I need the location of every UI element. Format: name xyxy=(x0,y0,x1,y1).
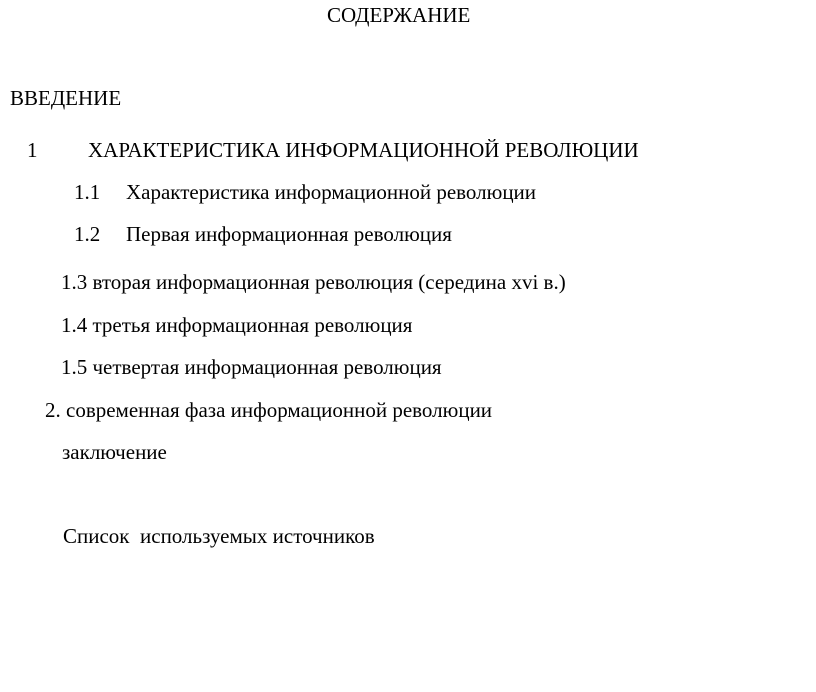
toc-section-1-1 xyxy=(74,182,536,203)
toc-references: Список используемых источников xyxy=(63,524,375,548)
toc-section-1-2 xyxy=(74,224,452,245)
toc-conclusion: заключение xyxy=(62,440,167,464)
toc-section-1-2-number: 1.2 xyxy=(74,222,101,246)
toc-section-1-4: 1.4 третья информационная революция xyxy=(61,313,413,337)
toc-section-1-5: 1.5 четвертая информационная революция xyxy=(61,355,442,379)
toc-section-1-1-title: Характеристика информационной революции xyxy=(126,180,537,204)
toc-introduction: ВВЕДЕНИЕ xyxy=(10,86,122,110)
toc-chapter-1-title: ХАРАКТЕРИСТИКА ИНФОРМАЦИОННОЙ РЕВОЛЮЦИИ xyxy=(88,138,639,162)
toc-section-1-3: 1.3 вторая информационная революция (середина xvi в.) xyxy=(61,270,566,294)
toc-chapter-2: 2. современная фаза информационной революции xyxy=(45,398,493,422)
toc-section-1-1-number: 1.1 xyxy=(74,180,101,204)
toc-section-1-2-title: Первая информационная революция xyxy=(126,222,452,246)
toc-chapter-1-number: 1 xyxy=(27,138,38,162)
page-title: СОДЕРЖАНИЕ xyxy=(327,3,471,27)
toc-chapter-1 xyxy=(27,140,639,161)
